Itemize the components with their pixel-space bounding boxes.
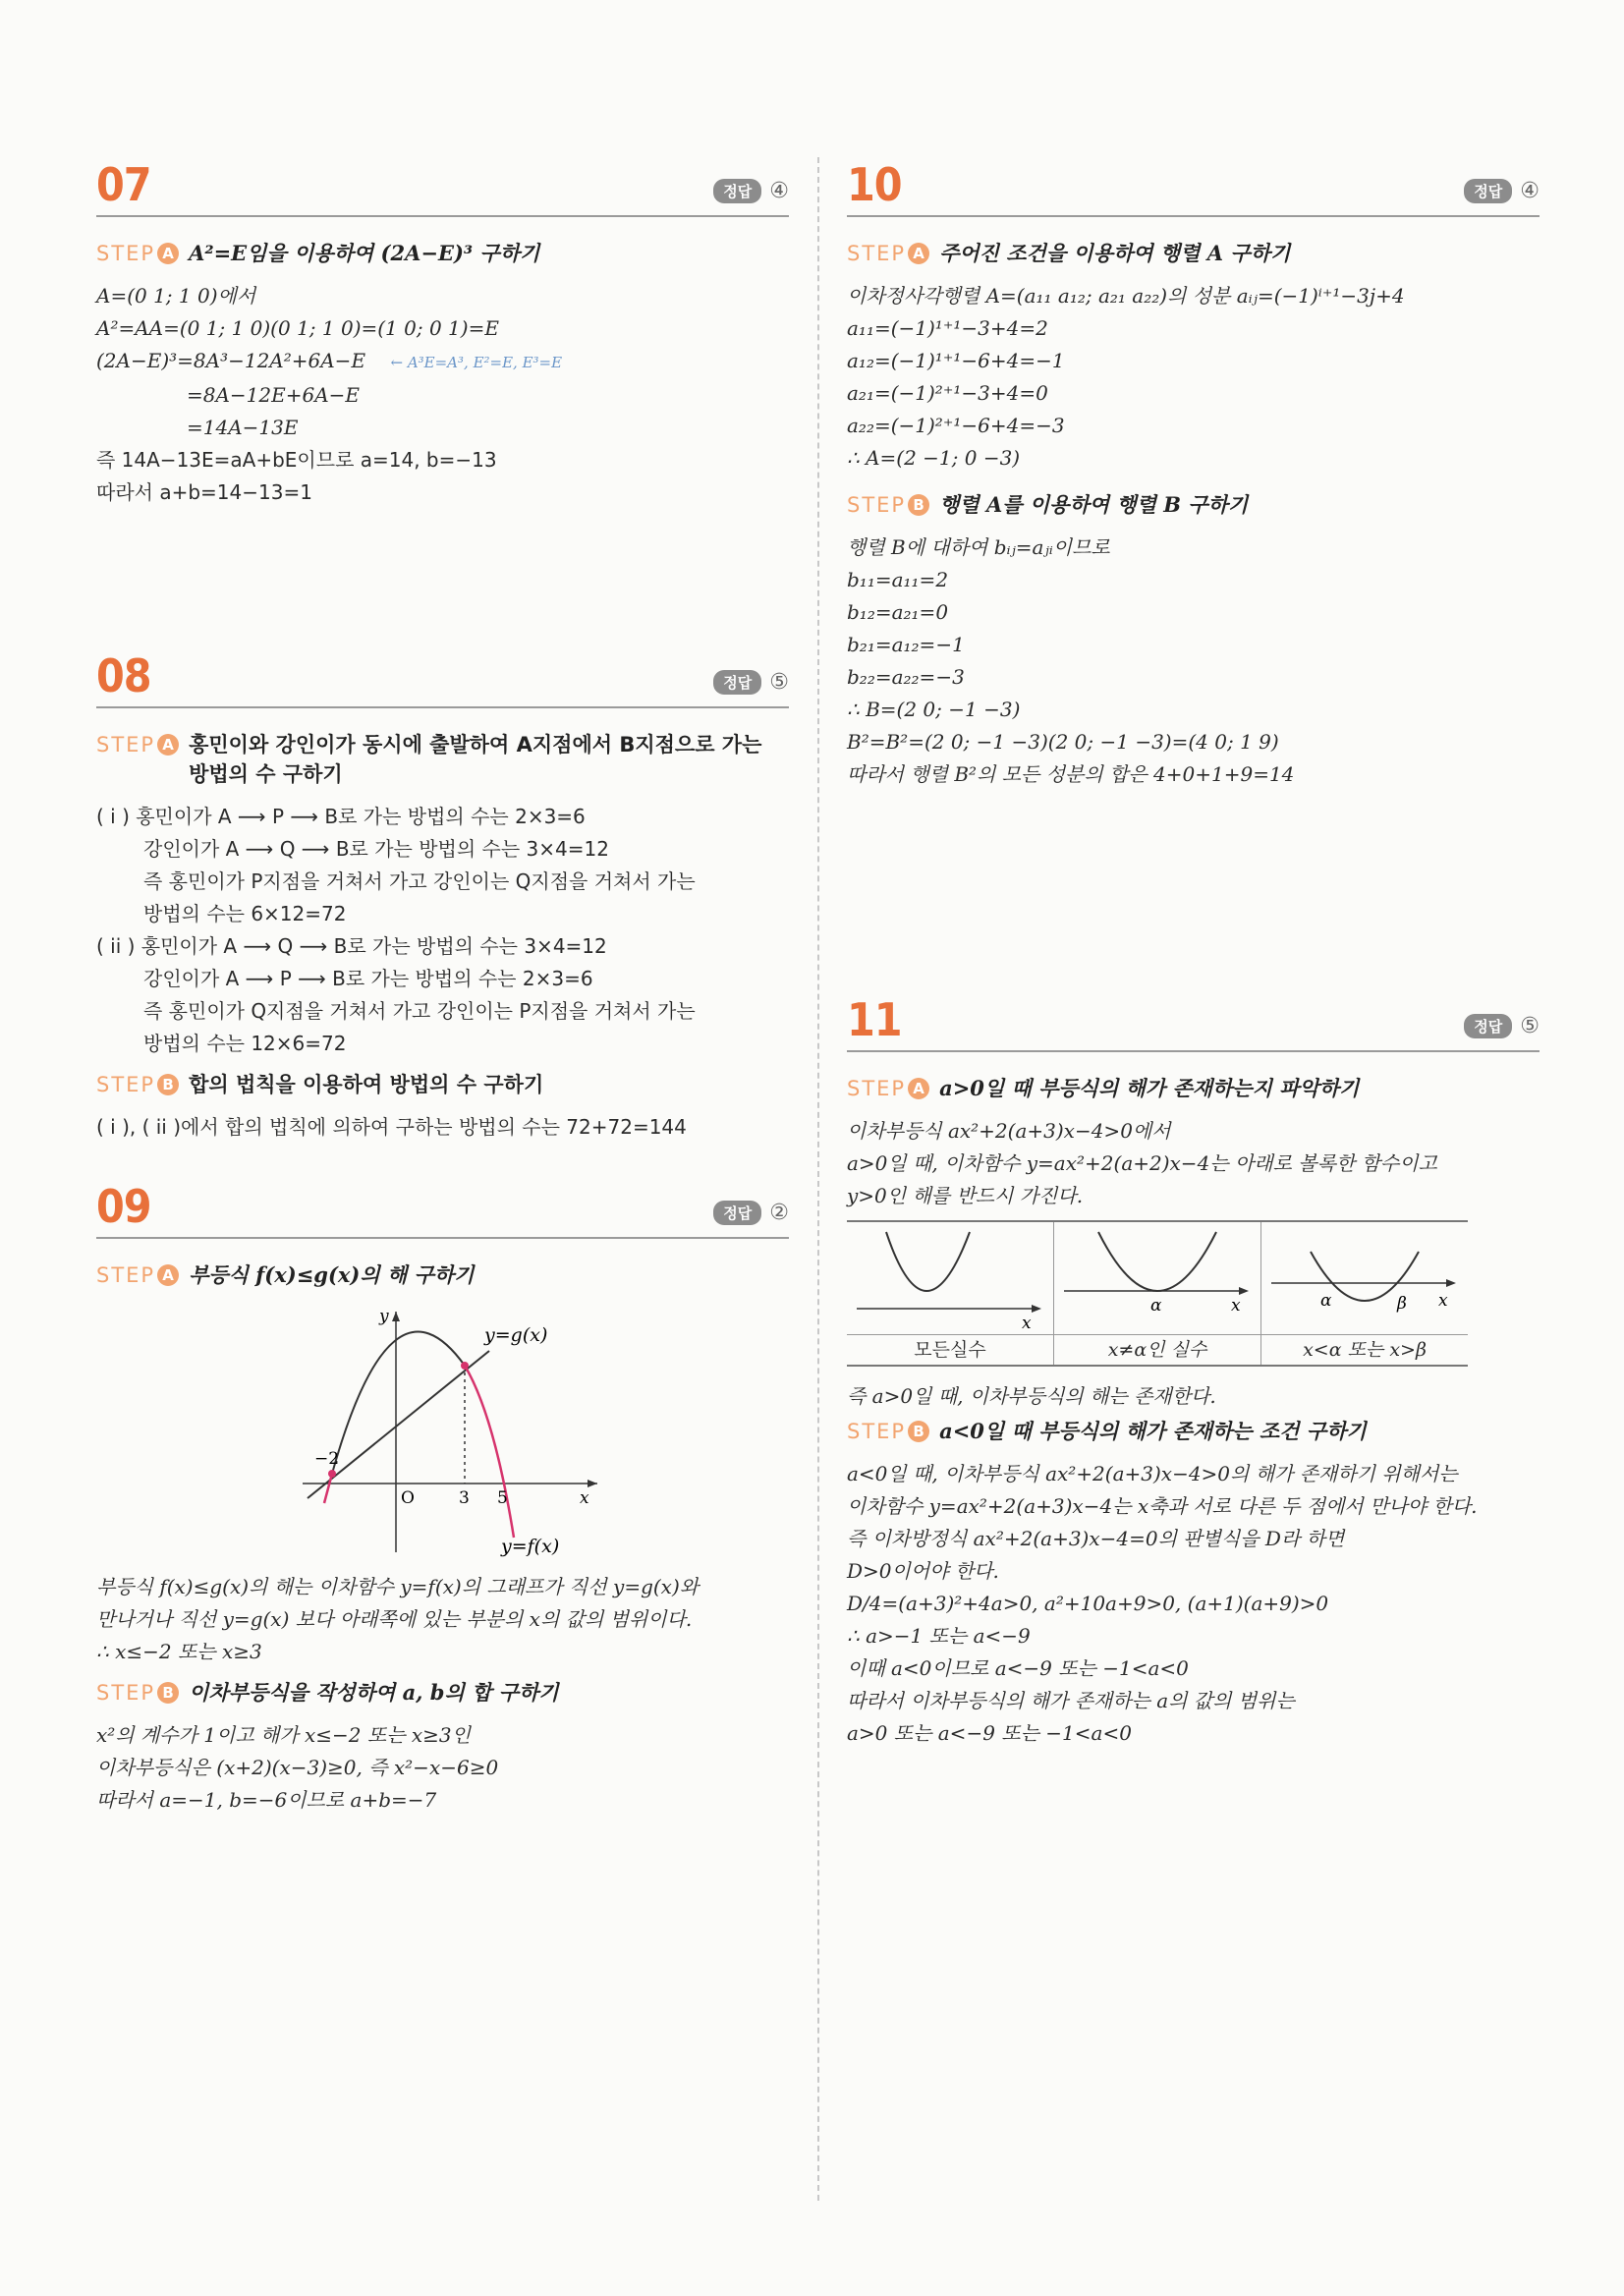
problem-07 (96, 158, 789, 614)
step-label: STEP B (847, 490, 929, 520)
solution-line: b₁₂=a₂₁=0 (847, 600, 949, 624)
solution-line: a>0 또는 a<−9 또는 −1<a<0 (847, 1721, 1132, 1745)
solution-line: 즉 홍민이가 Q지점을 거쳐서 가고 강인이는 P지점을 거쳐서 가는 (143, 999, 696, 1023)
step-badge: B (908, 494, 929, 516)
solution-line: 따라서 행렬 B²의 모든 성분의 합은 4+0+1+9=14 (847, 762, 1295, 786)
solution-line: a₂₁=(−1)²⁺¹−3+4=0 (847, 381, 1048, 405)
tick-label: 3 (459, 1488, 470, 1508)
problem-header (847, 158, 1540, 217)
step-label: STEP A (96, 1260, 179, 1290)
solution-line: b₂₂=a₂₂=−3 (847, 665, 965, 689)
step-b (96, 1678, 789, 1708)
tick-label: 5 (497, 1488, 508, 1508)
solution-line: 따라서 a=−1, b=−6이므로 a+b=−7 (96, 1788, 437, 1812)
curve-f-lower (465, 1366, 514, 1538)
column-divider (817, 157, 819, 2201)
solution-line: b₁₁=a₁₁=2 (847, 568, 949, 591)
step-b (96, 1070, 789, 1099)
solution-line: A²=AA=(0 1; 1 0)(0 1; 1 0)=(1 0; 0 1)=E (96, 316, 499, 340)
step-title: 이차부등식을 작성하여 a, b의 합 구하기 (189, 1680, 559, 1705)
intersection-point (461, 1362, 469, 1370)
answer-badge (713, 1201, 789, 1225)
step-badge: B (157, 1074, 179, 1095)
problem-09 (96, 1180, 789, 1817)
table-label-not-alpha: x≠α인 실수 (1054, 1335, 1261, 1365)
step-badge: A (908, 1078, 929, 1099)
table-cell (847, 1222, 1054, 1334)
problem-number: 09 (96, 1180, 151, 1233)
solution-line: A=(0 1; 1 0)에서 (96, 284, 256, 308)
solution-line: 즉 홍민이가 P지점을 거쳐서 가고 강인이는 Q지점을 거쳐서 가는 (143, 869, 696, 893)
tick-label: −2 (314, 1449, 340, 1469)
table-label-outside-roots: x<α 또는 x>β (1303, 1339, 1427, 1361)
solution-line: ∴ A=(2 −1; 0 −3) (847, 446, 1021, 470)
solution-line: 강인이가 A ⟶ Q ⟶ B로 가는 방법의 수는 3×4=12 (143, 837, 609, 861)
solution-line: =8A−12E+6A−E (187, 383, 361, 407)
answer-badge (1464, 1014, 1540, 1038)
function-graph (96, 1302, 789, 1567)
step-badge: A (157, 1264, 179, 1286)
solution-line: =14A−13E (187, 416, 299, 439)
answer-tag: 정답 (713, 670, 761, 695)
step-label: STEP B (96, 1678, 179, 1708)
answer-value: ⑤ (1520, 1014, 1540, 1038)
problem-header (847, 993, 1540, 1052)
x-axis-label: x (1438, 1291, 1448, 1311)
y-axis-label: y (379, 1307, 389, 1326)
step-title: a<0일 때 부등식의 해가 존재하는 조건 구하기 (939, 1419, 1367, 1443)
beta-label: β (1397, 1294, 1407, 1314)
solution-line: D/4=(a+3)²+4a>0, a²+10a+9>0, (a+1)(a+9)>0 (847, 1592, 1329, 1615)
side-note: ← A³E=A³, E²=E, E³=E (390, 354, 563, 371)
parabola-two-roots (1261, 1222, 1468, 1330)
problem-header (96, 649, 789, 708)
step-badge: A (908, 243, 929, 264)
alpha-label: α (1150, 1296, 1162, 1316)
problem-header (96, 1180, 789, 1239)
problem-number: 08 (96, 649, 151, 702)
step-a (847, 239, 1540, 268)
problem-header (96, 158, 789, 217)
solution-line: ( i ), ( ii )에서 합의 법칙에 의하여 구하는 방법의 수는 72+72=144 (96, 1115, 687, 1139)
step-label: STEP A (96, 730, 179, 759)
solution-line: 이차함수 y=ax²+2(a+3)x−4는 x축과 서로 다른 두 점에서 만나야 한다. (847, 1494, 1478, 1518)
solution-line: 따라서 이차부등식의 해가 존재하는 a의 값의 범위는 (847, 1689, 1295, 1712)
right-column (847, 158, 1540, 1750)
answer-tag: 정답 (713, 179, 761, 203)
solution-line: a<0일 때, 이차부등식 ax²+2(a+3)x−4>0의 해가 존재하기 위해서는 (847, 1462, 1458, 1485)
intersection-point (328, 1470, 336, 1478)
f-label: y=f(x) (501, 1536, 560, 1557)
solution-line: (2A−E)³=8A³−12A²+6A−E ← A³E=A³, E²=E, E³=E (96, 349, 563, 372)
solution-line: 행렬 B에 대하여 bᵢⱼ=aⱼᵢ이므로 (847, 535, 1110, 559)
answer-tag: 정답 (1464, 1014, 1512, 1038)
g-label: y=g(x) (484, 1324, 548, 1346)
step-label: STEP A (847, 239, 929, 268)
answer-badge (713, 670, 789, 695)
parabola-cases-table (847, 1220, 1468, 1367)
solution-line: 이차부등식은 (x+2)(x−3)≥0, 즉 x²−x−6≥0 (96, 1756, 499, 1779)
x-axis-label: x (580, 1488, 589, 1508)
solution-line: D>0이어야 한다. (847, 1559, 999, 1583)
step-title: 합의 법칙을 이용하여 방법의 수 구하기 (189, 1073, 544, 1096)
answer-badge (1464, 179, 1540, 203)
step-label: STEP B (96, 1070, 179, 1099)
solution-line: x²의 계수가 1이고 해가 x≤−2 또는 x≥3인 (96, 1723, 471, 1747)
step-label: STEP A (96, 239, 179, 268)
step-badge: B (157, 1682, 179, 1704)
answer-tag: 정답 (713, 1201, 761, 1225)
answer-value: ④ (769, 179, 789, 203)
solution-line: ( i ) 홍민이가 A ⟶ P ⟶ B로 가는 방법의 수는 2×3=6 (96, 805, 586, 828)
solution-line: a₁₂=(−1)¹⁺¹−6+4=−1 (847, 349, 1065, 372)
solution-line: 이차부등식 ax²+2(a+3)x−4>0에서 (847, 1119, 1171, 1143)
solution-line: a₂₂=(−1)²⁺¹−6+4=−3 (847, 414, 1065, 437)
solution-line: 즉 14A−13E=aA+bE이므로 a=14, b=−13 (96, 448, 497, 472)
table-graphs-row (847, 1222, 1468, 1334)
x-axis-arrow (588, 1480, 597, 1487)
solution-line: b₂₁=a₁₂=−1 (847, 633, 965, 656)
solution-line: 방법의 수는 6×12=72 (143, 902, 347, 925)
solution-line: 이때 a<0이므로 a<−9 또는 −1<a<0 (847, 1656, 1189, 1680)
left-column (96, 158, 789, 1817)
solution-line: ∴ a>−1 또는 a<−9 (847, 1624, 1031, 1648)
table-cell (1054, 1222, 1261, 1334)
problem-number: 07 (96, 158, 151, 211)
step-title: A²=E임을 이용하여 (2A−E)³ 구하기 (189, 241, 540, 265)
step-a (96, 239, 789, 268)
step-a (96, 1260, 789, 1290)
step-label: STEP B (847, 1417, 929, 1446)
solution-line: 부등식 f(x)≤g(x)의 해는 이차함수 y=f(x)의 그래프가 직선 y=g(x)와 (96, 1575, 700, 1598)
step-badge: B (908, 1421, 929, 1442)
parabola-no-root (847, 1222, 1053, 1330)
answer-tag: 정답 (1464, 179, 1512, 203)
x-axis-label: x (1022, 1314, 1032, 1330)
solution-line: 즉 이차방정식 ax²+2(a+3)x−4=0의 판별식을 D라 하면 (847, 1527, 1345, 1550)
solution-line: 따라서 a+b=14−13=1 (96, 480, 312, 504)
solution-line: a>0일 때, 이차함수 y=ax²+2(a+2)x−4는 아래로 볼록한 함수이고 (847, 1151, 1437, 1175)
problem-11 (847, 993, 1540, 1750)
problem-10 (847, 158, 1540, 978)
y-axis-arrow (392, 1312, 400, 1321)
curve-f-left (324, 1474, 332, 1503)
solution-line: 이차정사각행렬 A=(a₁₁ a₁₂; a₂₁ a₂₂)의 성분 aᵢⱼ=(−1)ⁱ⁺¹−3j+4 (847, 284, 1405, 308)
problem-number: 10 (847, 158, 902, 211)
alpha-label: α (1320, 1291, 1332, 1311)
solution-line: ∴ B=(2 0; −1 −3) (847, 698, 1021, 721)
solution-line: 만나거나 직선 y=g(x) 보다 아래쪽에 있는 부분의 x의 값의 범위이다. (96, 1607, 693, 1631)
table-label-all-real: 모든실수 (847, 1335, 1054, 1365)
step-title: 주어진 조건을 이용하여 행렬 A 구하기 (939, 241, 1291, 265)
solution-line: ( ii ) 홍민이가 A ⟶ Q ⟶ B로 가는 방법의 수는 3×4=12 (96, 934, 607, 958)
step-b (847, 1417, 1540, 1446)
step-b (847, 490, 1540, 520)
problem-08 (96, 649, 789, 1164)
step-badge: A (157, 243, 179, 264)
x-axis-label: x (1231, 1296, 1241, 1316)
step-title: a>0일 때 부등식의 해가 존재하는지 파악하기 (939, 1076, 1360, 1100)
step-a (847, 1074, 1540, 1103)
solution-line: a₁₁=(−1)¹⁺¹−3+4=2 (847, 316, 1048, 340)
answer-value: ④ (1520, 179, 1540, 203)
step-label: STEP A (847, 1074, 929, 1103)
step-badge: A (157, 734, 179, 756)
solution-line: 즉 a>0일 때, 이차부등식의 해는 존재한다. (847, 1384, 1216, 1408)
step-a (96, 730, 789, 789)
answer-value: ⑤ (769, 670, 789, 695)
solution-line: 강인이가 A ⟶ P ⟶ B로 가는 방법의 수는 2×3=6 (143, 967, 593, 990)
solution-line: 방법의 수는 12×6=72 (143, 1032, 347, 1055)
tick-label: O (401, 1488, 415, 1508)
solution-line: ∴ x≤−2 또는 x≥3 (96, 1640, 262, 1663)
answer-value: ② (769, 1201, 789, 1225)
step-title: 부등식 f(x)≤g(x)의 해 구하기 (189, 1262, 475, 1287)
problem-number: 11 (847, 993, 902, 1046)
step-title: 홍민이와 강인이가 동시에 출발하여 A지점에서 B지점으로 가는 방법의 수 구하기 (189, 733, 762, 786)
table-labels-row (847, 1334, 1468, 1365)
table-cell (1261, 1222, 1468, 1334)
solution-line: B²=B²=(2 0; −1 −3)(2 0; −1 −3)=(4 0; 1 9) (847, 730, 1279, 754)
parabola-one-root (1054, 1222, 1260, 1330)
curve-f-upper (332, 1332, 465, 1474)
answer-badge (713, 179, 789, 203)
solution-line: y>0인 해를 반드시 가진다. (847, 1184, 1084, 1207)
step-title: 행렬 A를 이용하여 행렬 B 구하기 (939, 492, 1249, 517)
